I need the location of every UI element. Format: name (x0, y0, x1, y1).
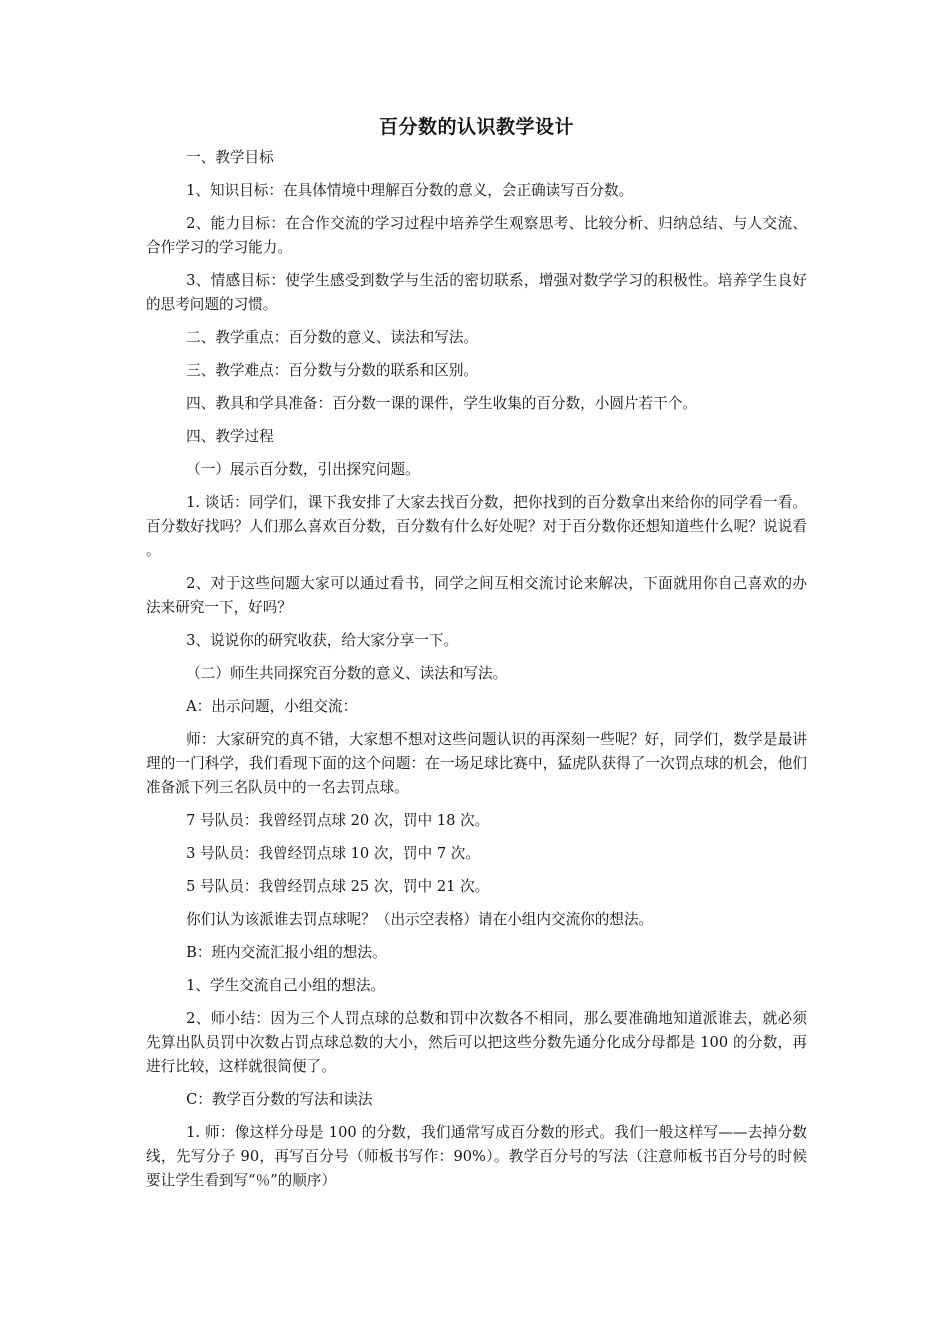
step-group-ideas: 1、学生交流自己小组的想法。 (186, 977, 386, 994)
part-a-heading: A：出示问题，小组交流： (186, 698, 358, 715)
teacher-writing: 1. 师：像这样分母是 100 的分数，我们通常写成百分数的形式。我们一般这样写——去掉分数线，先写分子 90，再写百分号（师板书写作：90%）。教学百分号的写法（注意师板书百分号的时候要让学生看到写“％”的顺序） (146, 1124, 807, 1189)
objective-emotion: 3、情感目标：使学生感受到数学与生活的密切联系，增强对数学学习的积极性。培养学生良好的思考问题的习惯。 (146, 272, 807, 313)
objective-knowledge: 1、知识目标：在具体情境中理解百分数的意义，会正确读写百分数。 (186, 182, 634, 199)
subsection-show-percentages: （一）展示百分数，引出探究问题。 (186, 461, 420, 478)
document-body (146, 146, 807, 1193)
section-heading-process: 四、教学过程 (186, 428, 274, 445)
section-heading-objectives: 一、教学目标 (186, 149, 274, 166)
section-key-points: 二、教学重点：百分数的意义、读法和写法。 (186, 329, 479, 346)
section-difficulties: 三、教学难点：百分数与分数的联系和区别。 (186, 362, 479, 379)
player-3: 3 号队员：我曾经罚点球 10 次，罚中 7 次。 (186, 845, 480, 862)
step-share: 3、说说你的研究收获，给大家分享一下。 (186, 632, 459, 649)
part-b-heading: B：班内交流汇报小组的想法。 (186, 944, 387, 961)
player-5: 5 号队员：我曾经罚点球 25 次，罚中 21 次。 (186, 878, 490, 895)
objective-ability: 2、能力目标：在合作交流的学习过程中培养学生观察思考、比较分析、归纳总结、与人交流、合作学习的学习能力。 (146, 215, 807, 256)
section-materials: 四、教具和学具准备：百分数一课的课件，学生收集的百分数，小圆片若干个。 (186, 395, 697, 412)
teacher-summary: 2、师小结：因为三个人罚点球的总数和罚中次数各不相同，那么要准确地知道派谁去，就必须先算出队员罚中次数占罚点球总数的大小，然后可以把这些分数先通分化成分母都是 100 的分数，再进行比较，这样就很简便了。 (146, 1010, 807, 1075)
subsection-explore: （二）师生共同探究百分数的意义、读法和写法。 (186, 665, 508, 682)
player-7: 7 号队员：我曾经罚点球 20 次，罚中 18 次。 (186, 812, 490, 829)
teacher-problem: 师：大家研究的真不错，大家想不想对这些问题认识的再深刻一些呢？好，同学们，数学是最讲理的一门科学，我们看现下面的这个问题：在一场足球比赛中，猛虎队获得了一次罚点球的机会，他们准备派下列三名队员中的一名去罚点球。 (146, 731, 807, 796)
question-who: 你们认为该派谁去罚点球呢？（出示空表格）请在小组内交流你的想法。 (186, 911, 654, 928)
step-discuss: 2、对于这些问题大家可以通过看书，同学之间互相交流讨论来解决，下面就用你自己喜欢的办法来研究一下，好吗？ (146, 575, 807, 616)
part-c-heading: C：教学百分数的写法和读法 (186, 1091, 373, 1108)
step-talk: 1. 谈话：同学们，课下我安排了大家去找百分数，把你找到的百分数拿出来给你的同学看一看。百分数好找吗？人们那么喜欢百分数，百分数有什么好处呢？对于百分数你还想知道些什么呢？说说看 。 (146, 494, 807, 559)
document-title: 百分数的认识教学设计 (378, 116, 574, 138)
